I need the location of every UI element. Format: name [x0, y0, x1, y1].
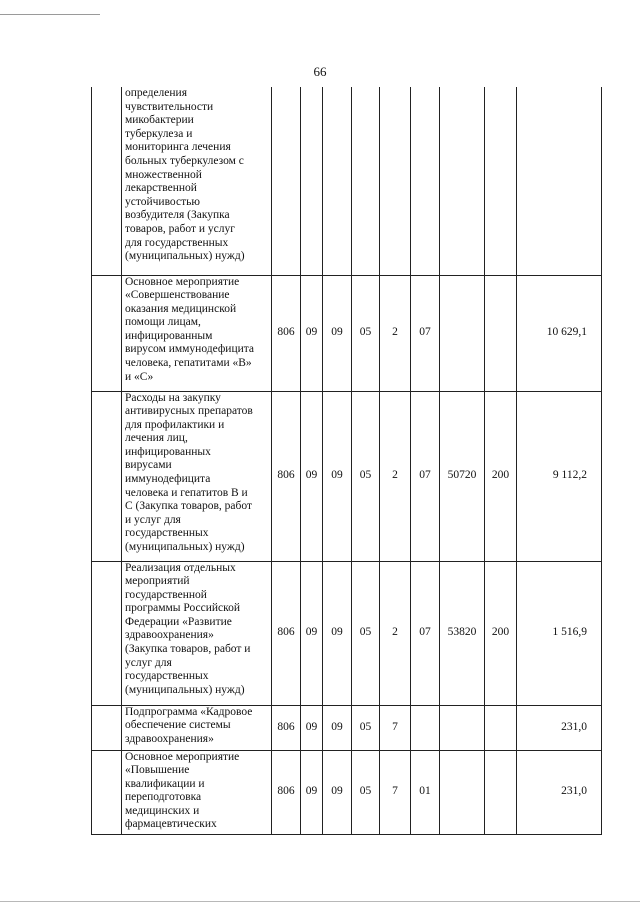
program-code-cell: 05 [352, 275, 380, 391]
section-code-cell [301, 87, 323, 275]
subsection-code-cell: 09 [323, 561, 352, 705]
direction-code-cell [440, 705, 485, 750]
subsection-code-cell [323, 87, 352, 275]
expense-type-cell [485, 750, 517, 834]
section-code-cell: 09 [301, 750, 323, 834]
program-code-cell: 05 [352, 750, 380, 834]
subprogram-code-cell: 2 [380, 391, 411, 561]
number-cell [92, 391, 122, 561]
subprogram-code-cell: 2 [380, 561, 411, 705]
section-code-cell: 09 [301, 391, 323, 561]
direction-code-cell [440, 275, 485, 391]
expense-type-cell: 200 [485, 561, 517, 705]
section-code-cell: 09 [301, 561, 323, 705]
subprogram-code-cell: 7 [380, 705, 411, 750]
program-code-cell: 05 [352, 561, 380, 705]
row-name-cell: Основное мероприятие «Повышение квалификации и переподготовка медицинских и фармацевтических [122, 750, 272, 834]
table-row [92, 750, 602, 834]
event-code-cell: 01 [411, 750, 440, 834]
amount-cell [517, 87, 602, 275]
section-code-cell: 09 [301, 275, 323, 391]
amount-cell: 231,0 [517, 750, 602, 834]
table-row [92, 561, 602, 705]
direction-code-cell [440, 750, 485, 834]
program-code-cell [352, 87, 380, 275]
table-row [92, 705, 602, 750]
row-name-cell: Расходы на закупку антивирусных препаратов для профилактики и лечения лиц, инфицированных вирусами иммунодефицита человека и гепатитов В и С (Закупка товаров, работ и услуг для государственных (муниципальных) нужд) [122, 391, 272, 561]
ministry-code-cell: 806 [272, 391, 301, 561]
program-code-cell: 05 [352, 391, 380, 561]
amount-cell: 9 112,2 [517, 391, 602, 561]
number-cell [92, 561, 122, 705]
event-code-cell: 07 [411, 275, 440, 391]
table-row [92, 87, 602, 275]
event-code-cell: 07 [411, 391, 440, 561]
expense-type-cell [485, 87, 517, 275]
event-code-cell [411, 87, 440, 275]
budget-table [91, 87, 602, 835]
number-cell [92, 87, 122, 275]
ministry-code-cell: 806 [272, 561, 301, 705]
subsection-code-cell: 09 [323, 391, 352, 561]
ministry-code-cell [272, 87, 301, 275]
subprogram-code-cell: 2 [380, 275, 411, 391]
expense-type-cell: 200 [485, 391, 517, 561]
row-name-cell: определения чувствительности микобактерии туберкулеза и мониторинга лечения больных туберкулезом с множественной лекарственной устойчивостью возбудителя (Закупка товаров, работ и услуг для государственных (муниципальных) нужд) [122, 87, 272, 275]
scan-artifact-top [0, 14, 100, 15]
expense-type-cell [485, 275, 517, 391]
event-code-cell: 07 [411, 561, 440, 705]
ministry-code-cell: 806 [272, 750, 301, 834]
subsection-code-cell: 09 [323, 705, 352, 750]
ministry-code-cell: 806 [272, 275, 301, 391]
number-cell [92, 750, 122, 834]
scan-artifact-bottom [0, 901, 640, 902]
number-cell [92, 275, 122, 391]
row-name-cell: Реализация отдельных мероприятий государственной программы Российской Федерации «Развитие здравоохранения» (Закупка товаров, работ и услуг для государственных (муниципальных) нужд) [122, 561, 272, 705]
direction-code-cell [440, 87, 485, 275]
row-name-cell: Подпрограмма «Кадровое обеспечение системы здравоохранения» [122, 705, 272, 750]
ministry-code-cell: 806 [272, 705, 301, 750]
subsection-code-cell: 09 [323, 750, 352, 834]
direction-code-cell: 53820 [440, 561, 485, 705]
page-number: 66 [313, 64, 327, 79]
subsection-code-cell: 09 [323, 275, 352, 391]
direction-code-cell: 50720 [440, 391, 485, 561]
amount-cell: 231,0 [517, 705, 602, 750]
event-code-cell [411, 705, 440, 750]
subprogram-code-cell: 7 [380, 750, 411, 834]
number-cell [92, 705, 122, 750]
table-row [92, 275, 602, 391]
subprogram-code-cell [380, 87, 411, 275]
amount-cell: 10 629,1 [517, 275, 602, 391]
expense-type-cell [485, 705, 517, 750]
row-name-cell: Основное мероприятие «Совершенствование оказания медицинской помощи лицам, инфицированным вирусом иммунодефицита человека, гепатитами «В» и «С» [122, 275, 272, 391]
section-code-cell: 09 [301, 705, 323, 750]
program-code-cell: 05 [352, 705, 380, 750]
table-row [92, 391, 602, 561]
amount-cell: 1 516,9 [517, 561, 602, 705]
